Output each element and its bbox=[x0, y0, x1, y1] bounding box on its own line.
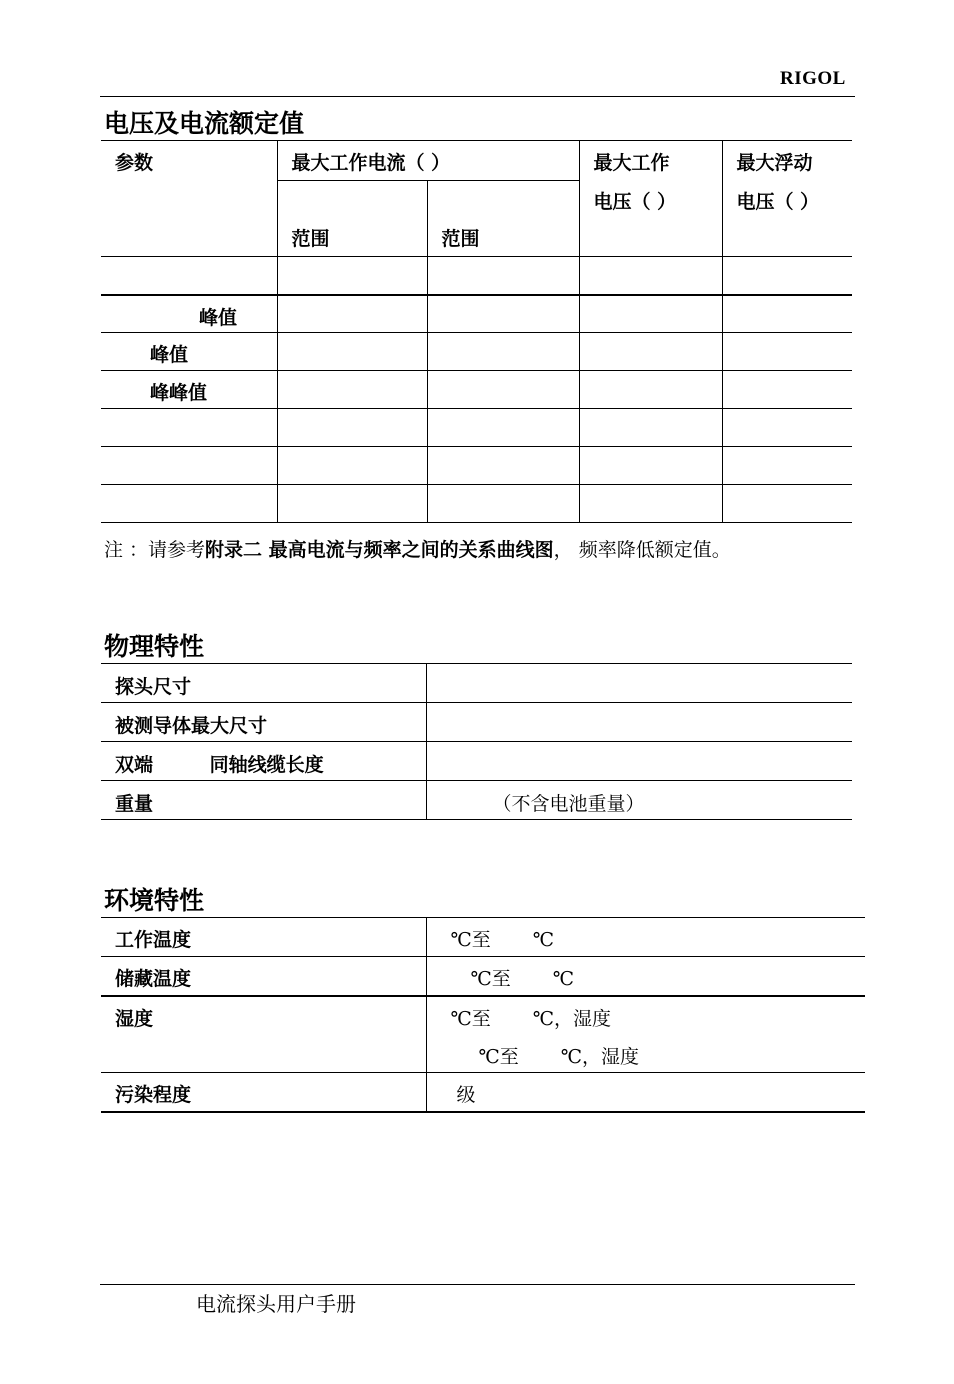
table-row bbox=[101, 485, 852, 523]
table-row: 污染程度 级 bbox=[101, 1073, 865, 1112]
ratings-note: 注 ：请参考附录二 最高电流与频率之间的关系曲线图， 频率降低额定值。 bbox=[104, 539, 731, 561]
range-a-header: 范围 bbox=[277, 181, 427, 257]
footer-title: 电流探头用户手册 bbox=[196, 1292, 356, 1316]
table-row: 储藏温度 ℃至 ℃ bbox=[101, 957, 865, 996]
float-voltage-header: 最大浮动 电压（ ） bbox=[722, 141, 852, 257]
table-row bbox=[101, 409, 852, 447]
table-row: 工作温度 ℃至 ℃ bbox=[101, 918, 865, 957]
ratings-table bbox=[101, 140, 852, 523]
table-row: 重量 （不含电池重量） bbox=[101, 781, 852, 820]
environment-title: 环境特性 bbox=[104, 886, 205, 915]
table-row: 双端 同轴线缆长度 bbox=[101, 742, 852, 781]
max-voltage-header: 最大工作 电压（ ） bbox=[579, 141, 722, 257]
appendix-link: 附录二 最高电流与频率之间的关系曲线图 bbox=[205, 539, 554, 561]
footer-rule bbox=[100, 1284, 855, 1285]
table-row: 湿度 ℃至 ℃，湿度 ℃至 ℃，湿度 bbox=[101, 996, 865, 1073]
environment-table bbox=[101, 917, 865, 1113]
ratings-title: 电压及电流额定值 bbox=[104, 109, 305, 138]
table-row: 探头尺寸 bbox=[101, 664, 852, 703]
range-b-header: 范围 bbox=[427, 181, 579, 257]
table-row: 峰值 bbox=[101, 295, 852, 333]
table-row bbox=[101, 447, 852, 485]
physical-title: 物理特性 bbox=[104, 632, 205, 661]
max-current-header: 最大工作电流（ ） bbox=[277, 141, 579, 181]
param-header: 参数 bbox=[101, 141, 277, 257]
table-row: 被测导体最大尺寸 bbox=[101, 703, 852, 742]
table-row: 峰峰值 bbox=[101, 371, 852, 409]
physical-table bbox=[101, 663, 852, 820]
table-row bbox=[101, 257, 852, 295]
header-rule bbox=[100, 96, 855, 97]
brand-logo: RIGOL bbox=[780, 68, 846, 89]
table-row: 峰值 bbox=[101, 333, 852, 371]
